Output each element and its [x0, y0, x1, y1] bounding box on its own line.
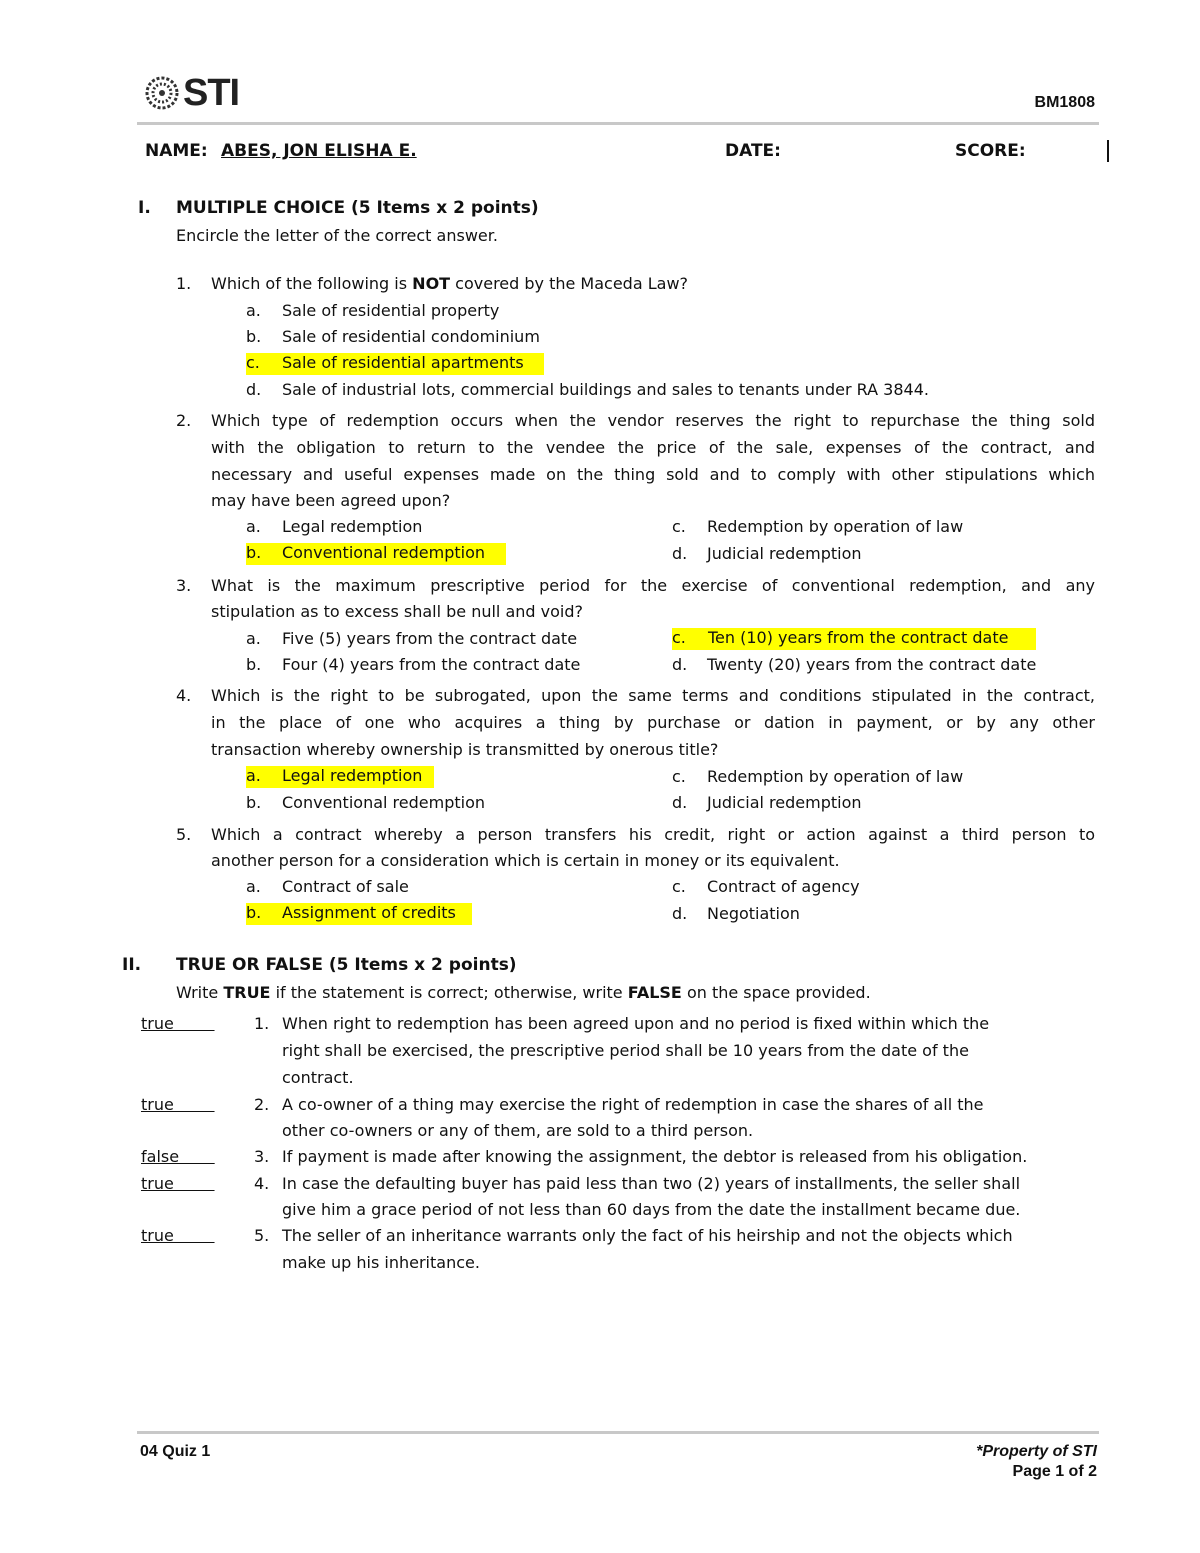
footer-quiz-label: 04 Quiz 1: [140, 1443, 211, 1460]
q3-option-c: Ten (10) years from the contract date: [708, 628, 1009, 647]
tf2-line1: A co-owner of a thing may exercise the right of redemption in case the shares of all the: [282, 1095, 984, 1114]
q5-option-d: Negotiation: [707, 904, 800, 923]
date-label: DATE:: [725, 141, 781, 161]
q4-text-line1: Which is the right to be subrogated, upon the same terms and conditions stipulated in the contract,: [211, 686, 1095, 705]
section2-title: TRUE OR FALSE (5 Items x 2 points): [176, 955, 517, 975]
tf3-answer: false: [141, 1147, 215, 1166]
score-field-bar: [1107, 140, 1109, 162]
q5-option-a: Contract of sale: [282, 877, 409, 896]
q4-option-a: Legal redemption: [282, 766, 423, 785]
q2-number: 2.: [176, 411, 192, 430]
score-label: SCORE:: [955, 141, 1026, 161]
section1-numeral: I.: [138, 198, 151, 218]
q3-option-d-letter: d.: [672, 655, 688, 674]
q3-text-line1: What is the maximum prescriptive period for the exercise of conventional redemption, and any: [211, 576, 1095, 595]
q2-text-line3: necessary and useful expenses made on the thing sold and to comply with other stipulations which: [211, 465, 1095, 484]
q1-option-b-letter: b.: [246, 327, 262, 346]
q3-text-line2: stipulation as to excess shall be null and void?: [211, 602, 583, 621]
q1-option-b: Sale of residential condominium: [282, 327, 540, 346]
q5-option-c: Contract of agency: [707, 877, 860, 896]
tf4-line1: In case the defaulting buyer has paid less than two (2) years of installments, the seller shall: [282, 1174, 1021, 1193]
q2-option-b-highlight: [246, 543, 506, 565]
q5-option-c-letter: c.: [672, 877, 686, 896]
q5-number: 5.: [176, 825, 192, 844]
q2-text-line4: may have been agreed upon?: [211, 491, 451, 510]
tf2-line2: other co-owners or any of them, are sold to a third person.: [282, 1121, 754, 1140]
q2-option-c: Redemption by operation of law: [707, 517, 964, 536]
q4-option-c-letter: c.: [672, 767, 686, 786]
q1-option-c-highlight: [246, 353, 544, 375]
tf1-line2: right shall be exercised, the prescriptive period shall be 10 years from the date of the: [282, 1041, 969, 1060]
section1-instruction: Encircle the letter of the correct answer.: [176, 226, 498, 245]
footer-rule: [137, 1431, 1099, 1434]
q1-option-a: Sale of residential property: [282, 301, 500, 320]
sti-logo: [145, 74, 239, 112]
q4-text-line2: in the place of one who acquires a thing by purchase or dation in payment, or by any other: [211, 713, 1095, 732]
q2-option-a-letter: a.: [246, 517, 261, 536]
course-code: BM1808: [1034, 94, 1095, 111]
q2-option-d: Judicial redemption: [707, 544, 862, 563]
q5-option-b: Assignment of credits: [282, 903, 456, 922]
q1-number: 1.: [176, 274, 192, 293]
tf4-line2: give him a grace period of not less than 60 days from the date the installment became due.: [282, 1200, 1021, 1219]
q2-text-line2: with the obligation to return to the vendee the price of the sale, expenses of the contract, and: [211, 438, 1095, 457]
q1-option-d-letter: d.: [246, 380, 262, 399]
q3-option-d: Twenty (20) years from the contract date: [707, 655, 1037, 674]
q1-option-c: Sale of residential apartments: [282, 353, 524, 372]
q4-option-b: Conventional redemption: [282, 793, 485, 812]
q3-option-b: Four (4) years from the contract date: [282, 655, 581, 674]
q4-option-b-letter: b.: [246, 793, 262, 812]
name-label: NAME:: [145, 141, 208, 161]
q4-option-a-highlight: [246, 766, 434, 788]
q2-option-d-letter: d.: [672, 544, 688, 563]
tf1-line3: contract.: [282, 1068, 354, 1087]
q3-option-a: Five (5) years from the contract date: [282, 629, 578, 648]
name-value: ABES, JON ELISHA E.: [221, 141, 417, 161]
section1-title: MULTIPLE CHOICE (5 Items x 2 points): [176, 198, 539, 218]
q5-option-d-letter: d.: [672, 904, 688, 923]
q2-option-a: Legal redemption: [282, 517, 423, 536]
q4-option-d: Judicial redemption: [707, 793, 862, 812]
q1-option-c-letter: c.: [246, 353, 260, 372]
globe-icon: [145, 76, 179, 110]
tf4-number: 4.: [254, 1174, 270, 1193]
footer-page-number: Page 1 of 2: [1012, 1463, 1097, 1480]
section2-instruction: Write TRUE if the statement is correct; otherwise, write FALSE on the space provided.: [176, 983, 871, 1002]
q2-text-line1: Which type of redemption occurs when the vendor reserves the right to repurchase the thing sold: [211, 411, 1095, 430]
tf5-number: 5.: [254, 1226, 270, 1245]
q3-option-b-letter: b.: [246, 655, 262, 674]
q4-option-a-letter: a.: [246, 766, 261, 785]
q5-text-line1: Which a contract whereby a person transfers his credit, right or action against a third person to: [211, 825, 1095, 844]
q5-option-a-letter: a.: [246, 877, 261, 896]
q2-option-b-letter: b.: [246, 543, 262, 562]
header-rule: [137, 122, 1099, 125]
q2-option-b: Conventional redemption: [282, 543, 485, 562]
q4-option-c: Redemption by operation of law: [707, 767, 964, 786]
footer-property: *Property of STI: [976, 1443, 1097, 1460]
q3-option-c-letter: c.: [672, 628, 686, 647]
q5-text-line2: another person for a consideration which is certain in money or its equivalent.: [211, 851, 840, 870]
tf5-line2: make up his inheritance.: [282, 1253, 480, 1272]
q1-text: Which of the following is NOT covered by the Maceda Law?: [211, 274, 689, 293]
tf1-answer: true: [141, 1014, 215, 1033]
tf2-answer: true: [141, 1095, 215, 1114]
logo-text: STI: [183, 72, 240, 114]
tf5-line1: The seller of an inheritance warrants only the fact of his heirship and not the objects which: [282, 1226, 1013, 1245]
tf5-answer: true: [141, 1226, 215, 1245]
section2-numeral: II.: [122, 955, 142, 975]
q4-number: 4.: [176, 686, 192, 705]
q3-number: 3.: [176, 576, 192, 595]
q4-text-line3: transaction whereby ownership is transmitted by onerous title?: [211, 740, 719, 759]
q5-option-b-highlight: [246, 903, 472, 925]
q1-option-d: Sale of industrial lots, commercial buildings and sales to tenants under RA 3844.: [282, 380, 929, 399]
tf3-line1: If payment is made after knowing the assignment, the debtor is released from his obligation.: [282, 1147, 1028, 1166]
q5-option-b-letter: b.: [246, 903, 262, 922]
tf1-number: 1.: [254, 1014, 270, 1033]
tf4-answer: true: [141, 1174, 215, 1193]
q3-option-a-letter: a.: [246, 629, 261, 648]
tf1-line1: When right to redemption has been agreed upon and no period is fixed within which the: [282, 1014, 990, 1033]
q4-option-d-letter: d.: [672, 793, 688, 812]
q3-option-c-highlight: [672, 628, 1036, 650]
tf2-number: 2.: [254, 1095, 270, 1114]
tf3-number: 3.: [254, 1147, 270, 1166]
q1-option-a-letter: a.: [246, 301, 261, 320]
q2-option-c-letter: c.: [672, 517, 686, 536]
